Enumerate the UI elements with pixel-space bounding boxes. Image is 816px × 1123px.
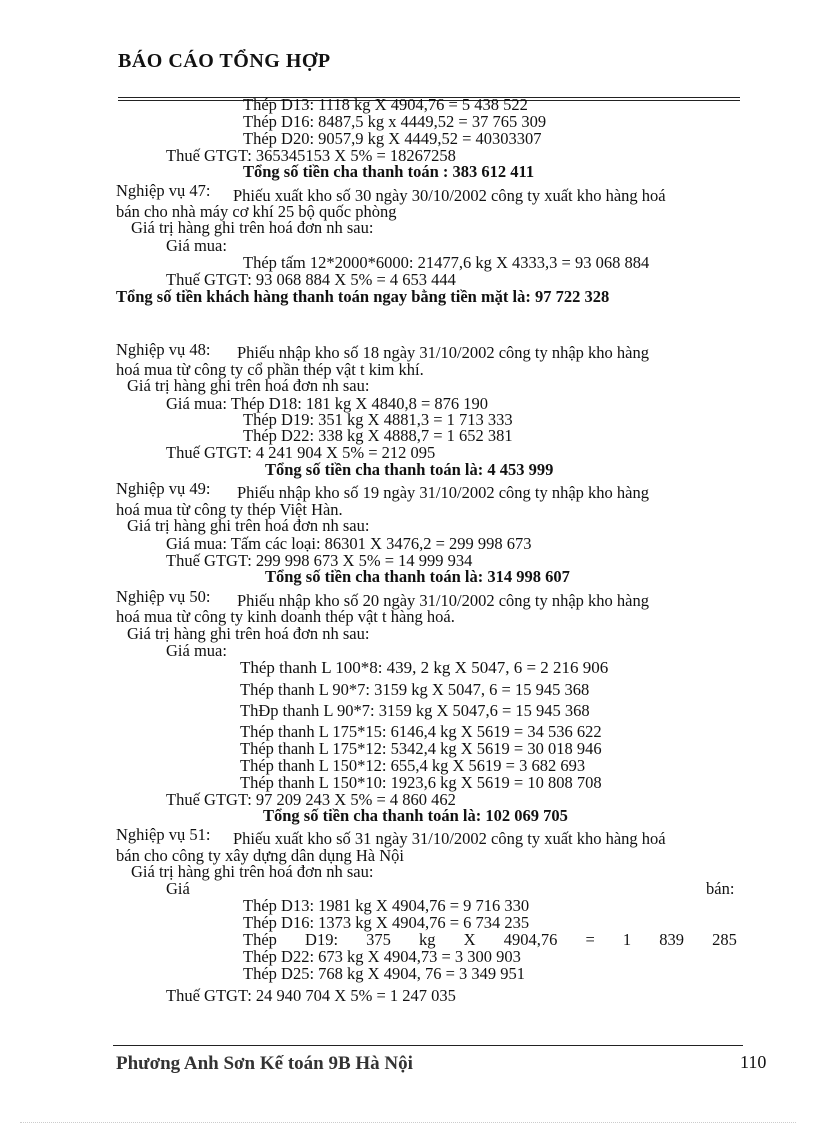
transaction-label: Nghiệp vụ 48: bbox=[116, 340, 211, 359]
text-line: Thép D25: 768 kg X 4904, 76 = 3 349 951 bbox=[243, 964, 525, 983]
word: 285 bbox=[712, 930, 737, 949]
word: Thép bbox=[243, 930, 277, 949]
transaction-label: Nghiệp vụ 51: bbox=[116, 825, 211, 844]
text-line: Giá trị hàng ghi trên hoá đơn nh sau: bbox=[127, 516, 370, 535]
text-line: Thép D13: 1981 kg X 4904,76 = 9 716 330 bbox=[243, 896, 530, 915]
text-line: Thép thanh L 150*12: 655,4 kg X 5619 = 3 682 693 bbox=[240, 756, 586, 775]
text-line: Thép D13: 1118 kg X 4904,76 = 5 438 522 bbox=[243, 95, 528, 114]
text-line: hoá mua từ công ty thép Việt Hàn. bbox=[116, 500, 343, 519]
justified-line bbox=[243, 932, 737, 948]
word: 4904,76 bbox=[503, 930, 558, 949]
text-line: Thép D22: 338 kg X 4888,7 = 1 652 381 bbox=[243, 426, 513, 445]
text-line: Thép D20: 9057,9 kg X 4449,52 = 40303307 bbox=[243, 129, 542, 148]
word: D19: bbox=[305, 930, 339, 949]
text-line: Giá mua: bbox=[166, 641, 227, 660]
text-line: Giá trị hàng ghi trên hoá đơn nh sau: bbox=[131, 862, 374, 881]
footer-rule bbox=[113, 1045, 743, 1046]
text-line: Giá trị hàng ghi trên hoá đơn nh sau: bbox=[131, 218, 374, 237]
page-header-title: BÁO CÁO TỔNG HỢP bbox=[118, 50, 331, 72]
text-line: ThĐp thanh L 90*7: 3159 kg X 5047,6 = 15 945 368 bbox=[240, 701, 590, 720]
text-line: Giá mua: Tấm các loại: 86301 X 3476,2 = 299 998 673 bbox=[166, 534, 532, 553]
text-line: Thép D19: 351 kg X 4881,3 = 1 713 333 bbox=[243, 410, 513, 429]
text-line: Giá trị hàng ghi trên hoá đơn nh sau: bbox=[127, 376, 370, 395]
text-line: Thép thanh L 150*10: 1923,6 kg X 5619 = 10 808 708 bbox=[240, 773, 602, 792]
total-line: Tổng số tiền cha thanh toán là: 4 453 999 bbox=[265, 460, 554, 479]
text-line: bán: bbox=[706, 879, 735, 898]
word: 375 bbox=[366, 930, 391, 949]
text-line: Thép thanh L 175*12: 5342,4 kg X 5619 = 30 018 946 bbox=[240, 739, 602, 758]
text-line: Thuế GTGT: 299 998 673 X 5% = 14 999 934 bbox=[166, 551, 473, 570]
total-line: Tổng số tiền cha thanh toán là: 102 069 705 bbox=[263, 806, 568, 825]
transaction-label: Nghiệp vụ 47: bbox=[116, 181, 211, 200]
total-line: Tổng số tiền khách hàng thanh toán ngay bằng tiền mặt là: 97 722 328 bbox=[116, 287, 610, 306]
text-line: Thép D16: 1373 kg X 4904,76 = 6 734 235 bbox=[243, 913, 530, 932]
text-line: Giá mua: bbox=[166, 236, 227, 255]
total-line: Tổng số tiền cha thanh toán : 383 612 411 bbox=[243, 162, 535, 181]
text-line: Phiếu xuất kho số 31 ngày 31/10/2002 công ty xuất kho hàng hoá bbox=[233, 829, 666, 848]
text-line: Giá trị hàng ghi trên hoá đơn nh sau: bbox=[127, 624, 370, 643]
transaction-label: Nghiệp vụ 50: bbox=[116, 587, 211, 606]
word: 1 bbox=[622, 930, 632, 949]
text-line: bán cho công ty xây dựng dân dụng Hà Nội bbox=[116, 846, 405, 865]
text-line: hoá mua từ công ty kinh doanh thép vật t hàng hoá. bbox=[116, 607, 455, 626]
text-line: Thép thanh L 175*15: 6146,4 kg X 5619 = 34 536 622 bbox=[240, 722, 602, 741]
transaction-label: Nghiệp vụ 49: bbox=[116, 479, 211, 498]
word: kg bbox=[419, 930, 436, 949]
word: 839 bbox=[659, 930, 685, 949]
text-line: Thuế GTGT: 93 068 884 X 5% = 4 653 444 bbox=[166, 270, 456, 289]
text-line: Phiếu xuất kho số 30 ngày 30/10/2002 công ty xuất kho hàng hoá bbox=[233, 186, 666, 205]
text-line: Thuế GTGT: 4 241 904 X 5% = 212 095 bbox=[166, 443, 436, 462]
text-line: Thép D22: 673 kg X 4904,73 = 3 300 903 bbox=[243, 947, 521, 966]
page-number: 110 bbox=[740, 1052, 767, 1072]
text-line: Thép D16: 8487,5 kg x 4449,52 = 37 765 309 bbox=[243, 112, 547, 131]
text-line: Giá mua: Thép D18: 181 kg X 4840,8 = 876 190 bbox=[166, 394, 489, 413]
text-line: Thuế GTGT: 24 940 704 X 5% = 1 247 035 bbox=[166, 986, 456, 1005]
text-line: bán cho nhà máy cơ khí 25 bộ quốc phòng bbox=[116, 202, 397, 221]
text-line: Thép thanh L 100*8: 439, 2 kg X 5047, 6 = 2 216 906 bbox=[240, 658, 609, 677]
text-line: Thuế GTGT: 365345153 X 5% = 18267258 bbox=[166, 146, 456, 165]
word: = bbox=[585, 930, 595, 949]
text-line: Phiếu nhập kho số 20 ngày 31/10/2002 công ty nhập kho hàng bbox=[237, 591, 650, 610]
text-line: Thuế GTGT: 97 209 243 X 5% = 4 860 462 bbox=[166, 790, 456, 809]
text-line: hoá mua từ công ty cổ phần thép vật t kim khí. bbox=[116, 360, 424, 379]
total-line: Tổng số tiền cha thanh toán là: 314 998 607 bbox=[265, 567, 570, 586]
text-line: Thép tấm 12*2000*6000: 21477,6 kg X 4333,3 = 93 068 884 bbox=[243, 253, 650, 272]
footer-author: Phương Anh Sơn Kế toán 9B Hà Nội bbox=[116, 1053, 413, 1074]
text-line: Giá bbox=[166, 879, 190, 898]
text-line: Thép thanh L 90*7: 3159 kg X 5047, 6 = 15 945 368 bbox=[240, 680, 590, 699]
word: X bbox=[463, 930, 476, 949]
text-line: Phiếu nhập kho số 19 ngày 31/10/2002 công ty nhập kho hàng bbox=[237, 483, 650, 502]
text-line: Phiếu nhập kho số 18 ngày 31/10/2002 công ty nhập kho hàng bbox=[237, 343, 650, 362]
